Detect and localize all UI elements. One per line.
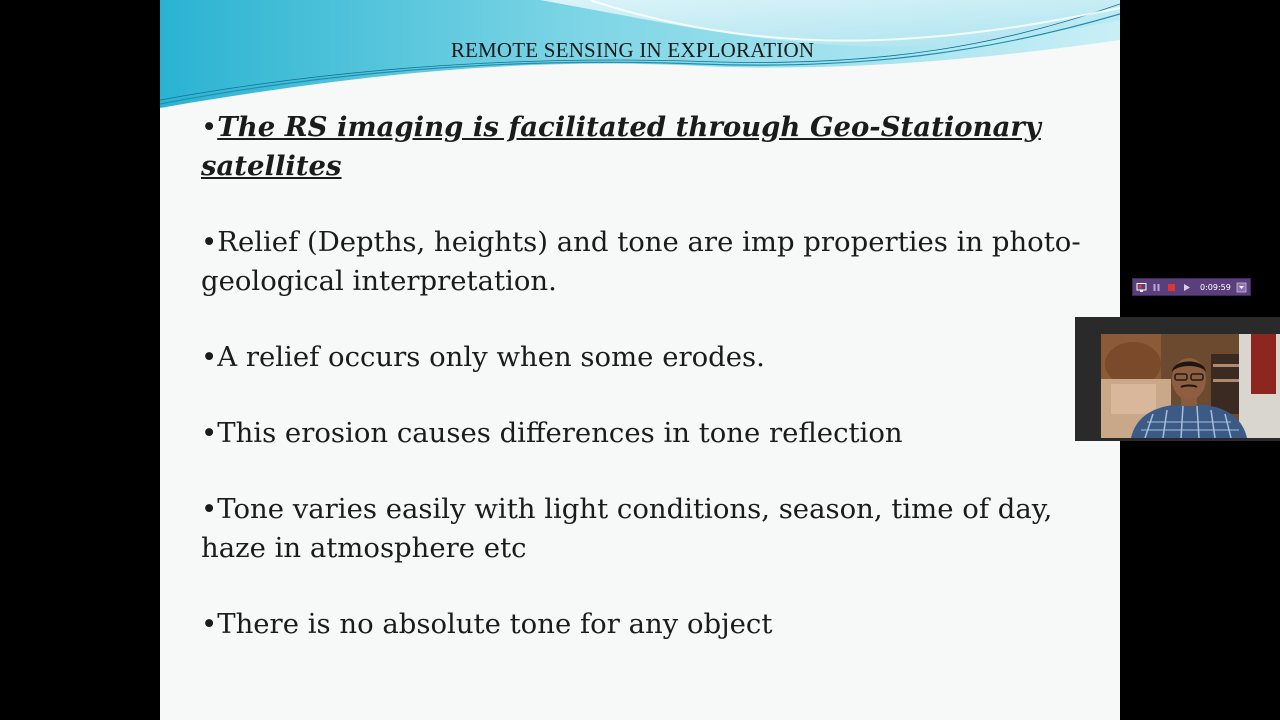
pause-icon[interactable] bbox=[1151, 282, 1162, 293]
bullet-text: This erosion causes differences in tone reflection bbox=[217, 417, 903, 449]
recording-toolbar bbox=[1132, 278, 1251, 296]
bullet-item bbox=[201, 605, 1081, 644]
bullet-item bbox=[201, 223, 1081, 301]
bullet-marker: • bbox=[201, 493, 218, 525]
presentation-slide bbox=[160, 0, 1120, 720]
bullet-text: There is no absolute tone for any object bbox=[217, 608, 773, 640]
bullet-item bbox=[201, 490, 1081, 568]
bullet-marker: • bbox=[201, 226, 218, 258]
bullet-marker: • bbox=[201, 111, 218, 143]
bullet-text: Relief (Depths, heights) and tone are imp properties in photo-geological interpretation. bbox=[201, 226, 1081, 297]
bullet-marker: • bbox=[201, 341, 218, 373]
bullet-marker: • bbox=[201, 608, 218, 640]
webcam-overlay[interactable] bbox=[1075, 317, 1280, 441]
bullet-marker: • bbox=[201, 417, 218, 449]
bullet-text: A relief occurs only when some erodes. bbox=[217, 341, 765, 373]
minimize-icon[interactable] bbox=[1236, 282, 1247, 293]
stop-icon[interactable] bbox=[1166, 282, 1177, 293]
presenter-video-frame bbox=[1101, 334, 1280, 438]
bullet-text: Tone varies easily with light conditions, season, time of day, haze in atmosphere etc bbox=[201, 493, 1053, 564]
recording-time: 0:09:59 bbox=[1200, 282, 1231, 292]
bullet-list bbox=[201, 108, 1081, 681]
slide-title: REMOTE SENSING IN EXPLORATION bbox=[450, 38, 815, 62]
bullet-item bbox=[201, 108, 1081, 186]
bullet-item bbox=[201, 414, 1081, 453]
play-icon[interactable] bbox=[1181, 282, 1192, 293]
bullet-text-emphasized: The RS imaging is facilitated through Geo-Stationary satellites bbox=[201, 111, 1041, 182]
screen-icon[interactable] bbox=[1136, 282, 1147, 293]
webcam-video bbox=[1101, 334, 1280, 438]
bullet-item bbox=[201, 338, 1081, 377]
